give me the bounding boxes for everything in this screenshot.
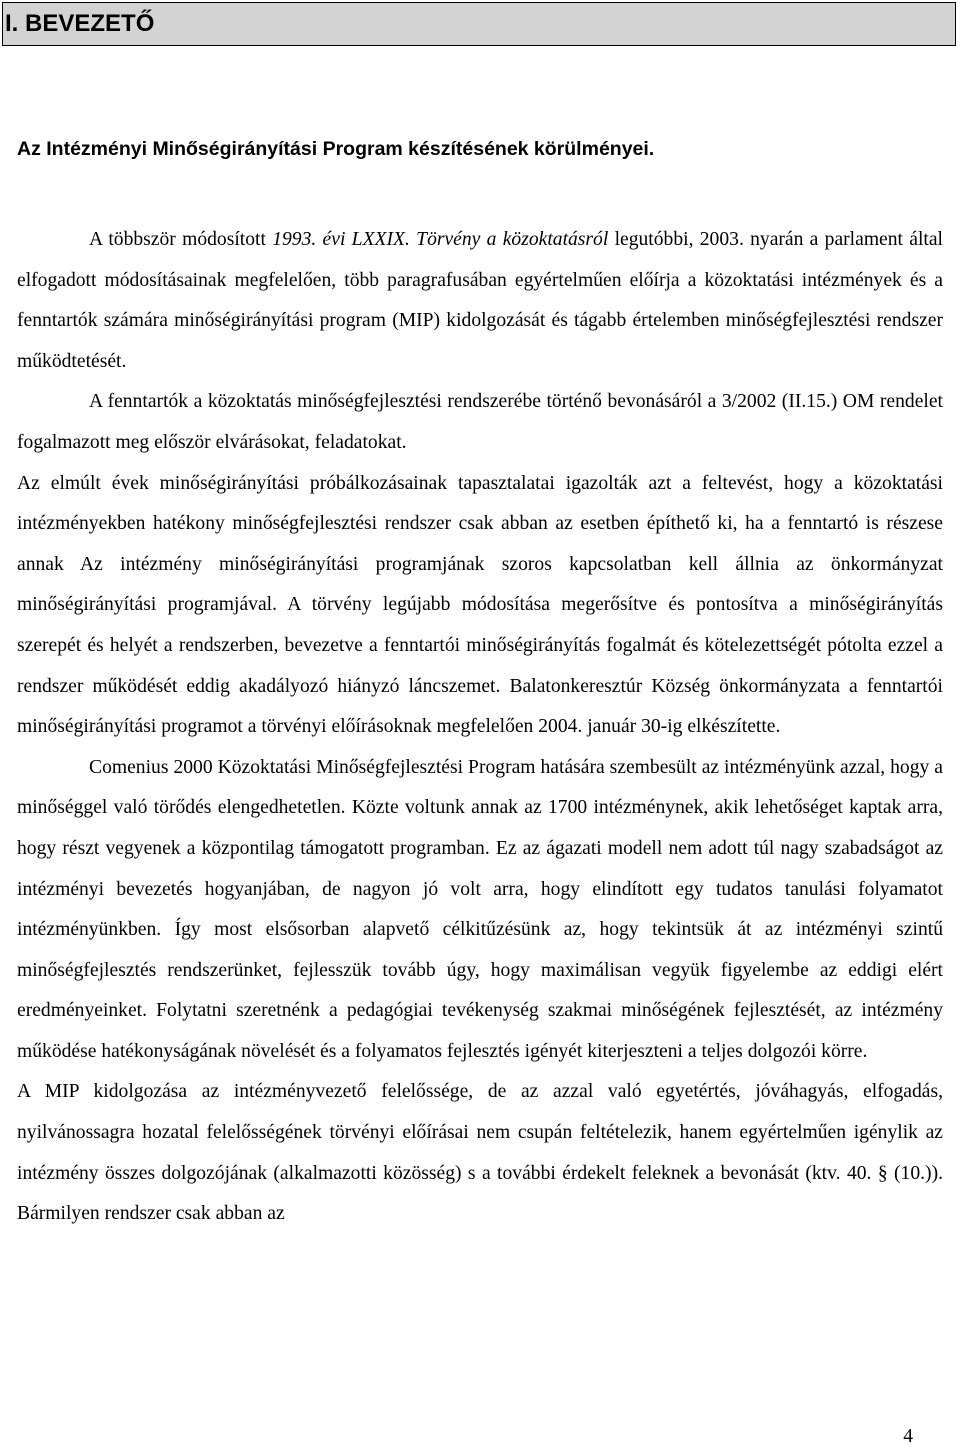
page-number: 4 (903, 1426, 913, 1447)
paragraph-5: A MIP kidolgozása az intézményvezető felelőssége, de az azzal való egyetértés, jóváhagyás, elfogadás, nyilvánossagra hozatal felelősségének törvényi előírásai nem csupán feltételezik, hanem egyértelműen igénylik az intézmény összes dolgozójának (alkalmazotti közösség) s a további érdekelt feleknek a bevonását (ktv. 40. § (10.)). Bármilyen rendszer csak abban az (17, 1081, 943, 1225)
paragraph-4: Comenius 2000 Közoktatási Minőségfejlesztési Program hatására szembesült az intézményünk azzal, hogy a minőséggel való törődés elengedhetetlen. Közte voltunk annak az 1700 intézménynek, akik lehetőséget kaptak arra, hogy részt vegyenek a központilag támogatott programban. Ez az ágazati modell nem adott túl nagy szabadságot az intézményi bevezetés hogyanjában, de nagyon jó volt arra, hogy elindított egy tudatos tanulási folyamatot intézményünkben. Így most elsősorban alapvető célkitűzésünk az, hogy tekintsük át az intézményi szintű minőségfejlesztés rendszerünket, fejlesszük tovább úgy, hogy maximálisan vegyük figyelembe az eddigi elért eredményeinket. Folytatni szeretnénk a pedagógiai tevékenység szakmai minőségének fejlesztését, az intézmény működése hatékonyságának növelését és a folyamatos fejlesztés igényét kiterjeszteni a teljes dolgozói körre. (17, 756, 943, 1062)
chapter-heading (2, 2, 956, 46)
p1-text-after: legutóbbi, 2003. nyarán a parlament által elfogadott módosításainak megfelelően, több paragrafusában egyértelműen előírja a közoktatási intézmények és a fenntartók számára minőségirányítási program (MIP) kidolgozását és tágabb értelemben minőségfejlesztési rendszer működtetését. (17, 229, 943, 372)
paragraph-1 (17, 220, 943, 382)
chapter-title: I. BEVEZETŐ (5, 10, 155, 37)
body-text (17, 220, 943, 1235)
p1-text-before: A többször módosított (89, 229, 273, 250)
law-title-italic: 1993. évi LXXIX. Törvény a közoktatásról (272, 229, 609, 250)
section-title: Az Intézményi Minőségirányítási Program készítésének körülményei. (17, 138, 655, 160)
paragraph-2: A fenntartók a közoktatás minőségfejlesztési rendszerébe történő bevonásáról a 3/2002 (II.15.) OM rendelet fogalmazott meg először elvárásokat, feladatokat. (17, 391, 943, 453)
paragraph-3: Az elmúlt évek minőségirányítási próbálkozásainak tapasztalatai igazolták azt a feltevést, hogy a közoktatási intézményekben hatékony minőségfejlesztési rendszer csak abban az esetben építhető ki, ha a fenntartó is részese annak Az intézmény minőségirányítási programjának szoros kapcsolatban kell állnia az önkormányzat minőségirányítási programjával. A törvény legújabb módosítása megerősítve és pontosítva a minőségirányítás szerepét és helyét a rendszerben, bevezetve a fenntartói minőségirányítás fogalmát és kötelezettségét pótolta ezzel a rendszer működését eddig akadályozó hiányzó láncszemet. Balatonkeresztúr Község önkormányzata a fenntartói minőségirányítási programot a törvényi előírásoknak megfelelően 2004. január 30-ig elkészítette. (17, 472, 943, 738)
